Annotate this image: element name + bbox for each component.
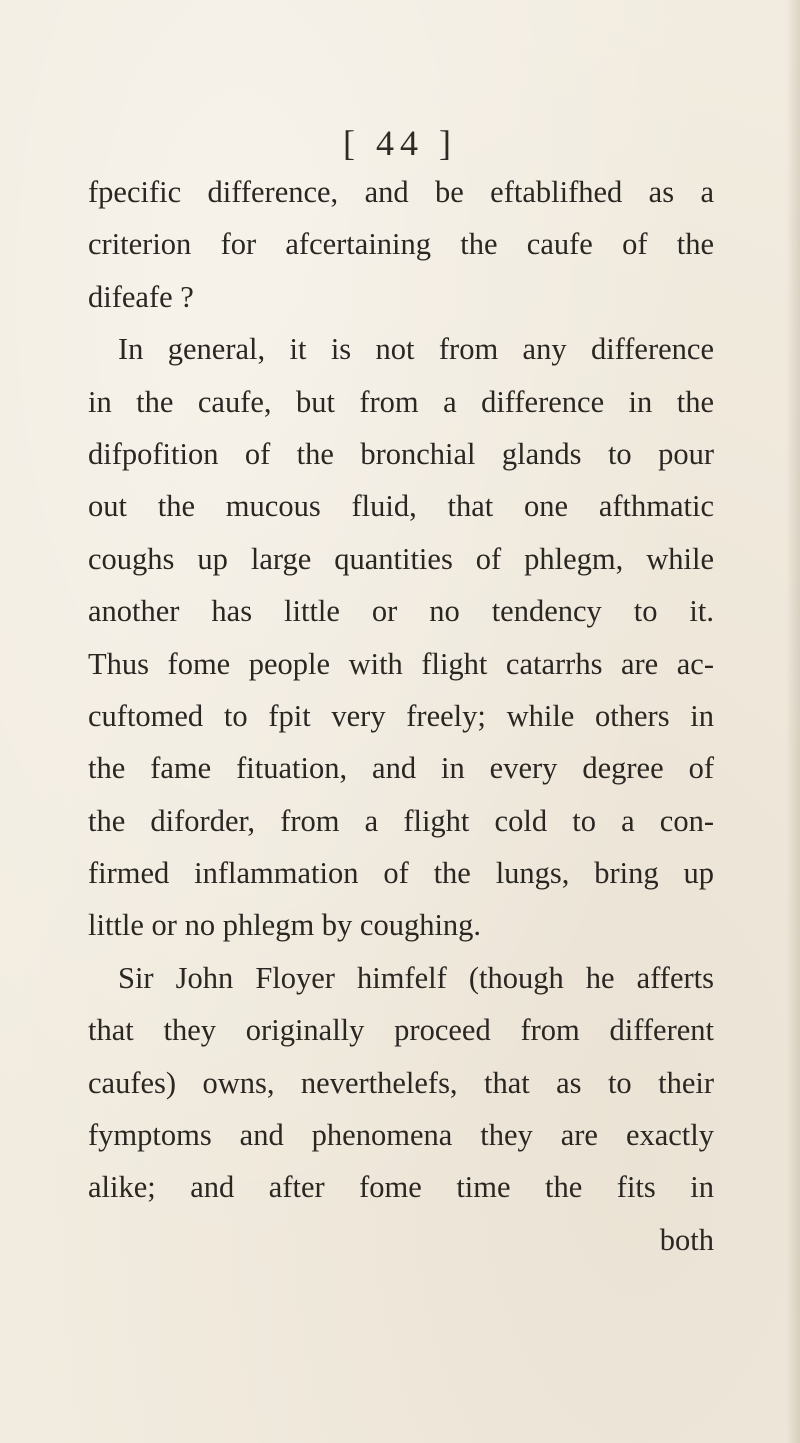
text-line: Thus fome people with flight catarrhs are ac-: [88, 646, 714, 681]
body-text: [88, 166, 714, 1266]
text-line: difpofition of the bronchial glands to pour: [88, 436, 714, 471]
text-line: cuftomed to fpit very freely; while others in: [88, 698, 714, 733]
text-line: another has little or no tendency to it.: [88, 594, 714, 629]
text-line: Sir John Floyer himfelf (though he afferts: [118, 960, 714, 995]
page-number: [ 44 ]: [343, 123, 457, 163]
text-line: difeafe ?: [88, 279, 194, 314]
text-line: In general, it is not from any difference: [118, 332, 714, 367]
text-line: fpecific difference, and be eftablifhed as a: [88, 175, 714, 209]
text-line: caufes) owns, neverthelefs, that as to their: [88, 1065, 714, 1100]
text-line: the diforder, from a flight cold to a con-: [88, 803, 714, 838]
text-line: in the caufe, but from a difference in the: [88, 384, 714, 419]
text-line: that they originally proceed from different: [88, 1013, 714, 1048]
text-line: little or no phlegm by coughing.: [88, 908, 482, 943]
text-line: alike; and after fome time the fits in: [88, 1170, 714, 1205]
text-line: criterion for afcertaining the caufe of the: [88, 227, 714, 262]
text-line: coughs up large quantities of phlegm, while: [88, 541, 714, 576]
text-line: the fame fituation, and in every degree of: [88, 751, 714, 786]
text-line: firmed inflammation of the lungs, bring up: [88, 856, 714, 891]
text-line: fymptoms and phenomena they are exactly: [88, 1118, 714, 1153]
page-edge-shadow: [786, 0, 800, 1443]
catchword: both: [659, 1222, 714, 1257]
text-line: out the mucous fluid, that one afthmatic: [88, 489, 714, 524]
